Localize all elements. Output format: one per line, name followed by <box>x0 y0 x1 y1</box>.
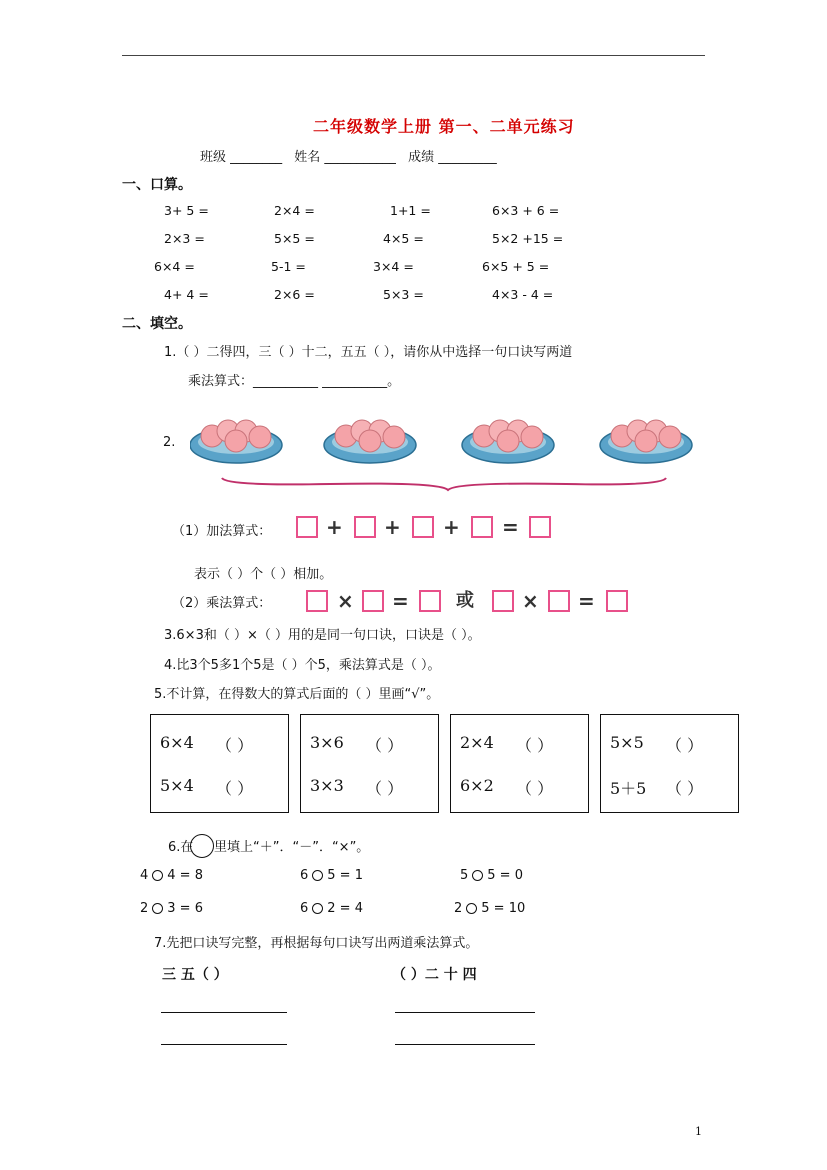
rhyme-left: 三 五（ ） <box>162 967 228 983</box>
answer-line[interactable] <box>161 1012 287 1013</box>
operand: 2 = 4 <box>327 901 363 916</box>
oral-item: 4+ 4 = <box>164 287 209 302</box>
oral-item: 5×2 +15 = <box>492 231 564 246</box>
answer-paren[interactable]: （ ） <box>516 736 554 755</box>
operator-circle[interactable] <box>152 870 163 881</box>
expression: 6×2 <box>460 776 494 795</box>
oral-item: 6×4 = <box>154 259 195 274</box>
operand: 3 = 6 <box>167 901 203 916</box>
expression: 5＋5 <box>610 779 647 798</box>
header-rule <box>122 55 705 56</box>
answer-paren[interactable]: （ ） <box>216 779 254 798</box>
oral-item: 4×5 = <box>383 231 424 246</box>
operator-circle[interactable] <box>152 903 163 914</box>
times-sign: × <box>337 589 354 613</box>
circle-equation <box>454 901 525 916</box>
multiplication-label: （2）乘法算式： <box>172 596 272 611</box>
or-word: 或 <box>456 590 474 611</box>
operator-circle[interactable] <box>312 903 323 914</box>
oral-item: 6×3 + 6 = <box>492 203 560 218</box>
plus-sign: + <box>384 515 401 539</box>
answer-line[interactable] <box>161 1044 287 1045</box>
question-1-line-1: 1.（ ）二得四，三（ ）十二，五五（ ），请你从中选择一句口诀写两道 <box>164 345 573 360</box>
question-2-number: 2. <box>163 435 176 450</box>
name-field[interactable]: 姓名 ___________ <box>294 150 396 165</box>
operand: 4 = 8 <box>167 868 203 883</box>
oral-item: 5-1 = <box>271 259 306 274</box>
answer-box[interactable] <box>529 516 551 538</box>
operand: 5 <box>460 868 469 883</box>
answer-line[interactable] <box>395 1012 535 1013</box>
bun-plates-illustration <box>190 400 700 495</box>
operator-circle[interactable] <box>312 870 323 881</box>
circle-equation <box>140 901 203 916</box>
score-field[interactable]: 成绩 _________ <box>408 150 497 165</box>
rhyme-right: （ ）二 十 四 <box>392 967 477 983</box>
page-title: 二年级数学上册 第一、二单元练习 <box>313 117 575 136</box>
compare-box <box>300 714 439 813</box>
question-1-line-2: 乘法算式：__________ __________。 <box>188 374 401 389</box>
answer-paren[interactable]: （ ） <box>366 736 404 755</box>
operator-circle[interactable] <box>466 903 477 914</box>
addition-label: （1）加法算式： <box>172 524 272 539</box>
operand: 5 = 10 <box>481 901 526 916</box>
equals-sign: = <box>392 589 409 613</box>
question-3: 3.6×3和（ ）×（ ）用的是同一句口诀，口诀是（ ）。 <box>164 628 481 643</box>
plate-4 <box>600 420 692 463</box>
oral-item: 5×5 = <box>274 231 315 246</box>
circle-equation <box>300 901 363 916</box>
answer-box[interactable] <box>419 590 441 612</box>
oral-item: 2×4 = <box>274 203 315 218</box>
operand: 2 <box>454 901 463 916</box>
plus-sign: + <box>326 515 343 539</box>
answer-box[interactable] <box>471 516 493 538</box>
answer-paren[interactable]: （ ） <box>666 779 704 798</box>
question-6-prefix: 6.在 <box>168 840 194 855</box>
circle-equation <box>300 868 363 883</box>
equals-sign: = <box>502 515 519 539</box>
plus-sign: + <box>443 515 460 539</box>
oral-item: 4×3 - 4 = <box>492 287 554 302</box>
expression: 5×4 <box>160 776 194 795</box>
expression: 3×3 <box>310 776 344 795</box>
question-5: 5.不计算，在得数大的算式后面的（ ）里画“√”。 <box>154 687 440 702</box>
question-6-suffix: 里填上“＋”．“－”．“×”。 <box>214 840 370 855</box>
answer-paren[interactable]: （ ） <box>516 779 554 798</box>
operand: 2 <box>140 901 149 916</box>
question-4: 4.比3个5多1个5是（ ）个5，乘法算式是（ ）。 <box>164 658 441 673</box>
section-2-heading: 二、填空。 <box>122 316 192 332</box>
expression: 3×6 <box>310 733 344 752</box>
answer-box[interactable] <box>362 590 384 612</box>
equals-sign: = <box>578 589 595 613</box>
circle-equation <box>460 868 523 883</box>
compare-box <box>450 714 589 813</box>
operand: 5 = 1 <box>327 868 363 883</box>
answer-box[interactable] <box>492 590 514 612</box>
compare-box <box>150 714 289 813</box>
operand: 5 = 0 <box>487 868 523 883</box>
oral-item: 2×3 = <box>164 231 205 246</box>
oral-item: 3+ 5 = <box>164 203 209 218</box>
times-sign: × <box>522 589 539 613</box>
plate-3 <box>462 420 554 463</box>
expression: 2×4 <box>460 733 494 752</box>
answer-paren[interactable]: （ ） <box>216 736 254 755</box>
compare-box <box>600 714 739 813</box>
answer-line[interactable] <box>395 1044 535 1045</box>
expression: 5×5 <box>610 733 644 752</box>
answer-box[interactable] <box>412 516 434 538</box>
answer-paren[interactable]: （ ） <box>666 736 704 755</box>
answer-box[interactable] <box>354 516 376 538</box>
answer-paren[interactable]: （ ） <box>366 779 404 798</box>
oral-item: 1+1 = <box>390 203 431 218</box>
circle-icon <box>190 834 214 858</box>
operand: 4 <box>140 868 149 883</box>
plate-1 <box>190 420 282 463</box>
operator-circle[interactable] <box>472 870 483 881</box>
class-field[interactable]: 班级 ________ <box>200 150 283 165</box>
question-7: 7.先把口诀写完整，再根据每句口诀写出两道乘法算式。 <box>154 936 479 951</box>
page-number: 1 <box>695 1125 702 1138</box>
operand: 6 <box>300 901 309 916</box>
answer-box[interactable] <box>606 590 628 612</box>
oral-item: 3×4 = <box>373 259 414 274</box>
oral-item: 5×3 = <box>383 287 424 302</box>
plate-2 <box>324 420 416 463</box>
section-1-heading: 一、口算。 <box>122 177 192 193</box>
oral-item: 6×5 + 5 = <box>482 259 550 274</box>
represent-line: 表示（ ）个（ ）相加。 <box>194 567 333 582</box>
answer-box[interactable] <box>296 516 318 538</box>
oral-item: 2×6 = <box>274 287 315 302</box>
operand: 6 <box>300 868 309 883</box>
expression: 6×4 <box>160 733 194 752</box>
brace <box>222 478 666 490</box>
circle-equation <box>140 868 203 883</box>
answer-box[interactable] <box>306 590 328 612</box>
answer-box[interactable] <box>548 590 570 612</box>
student-info <box>200 146 505 165</box>
